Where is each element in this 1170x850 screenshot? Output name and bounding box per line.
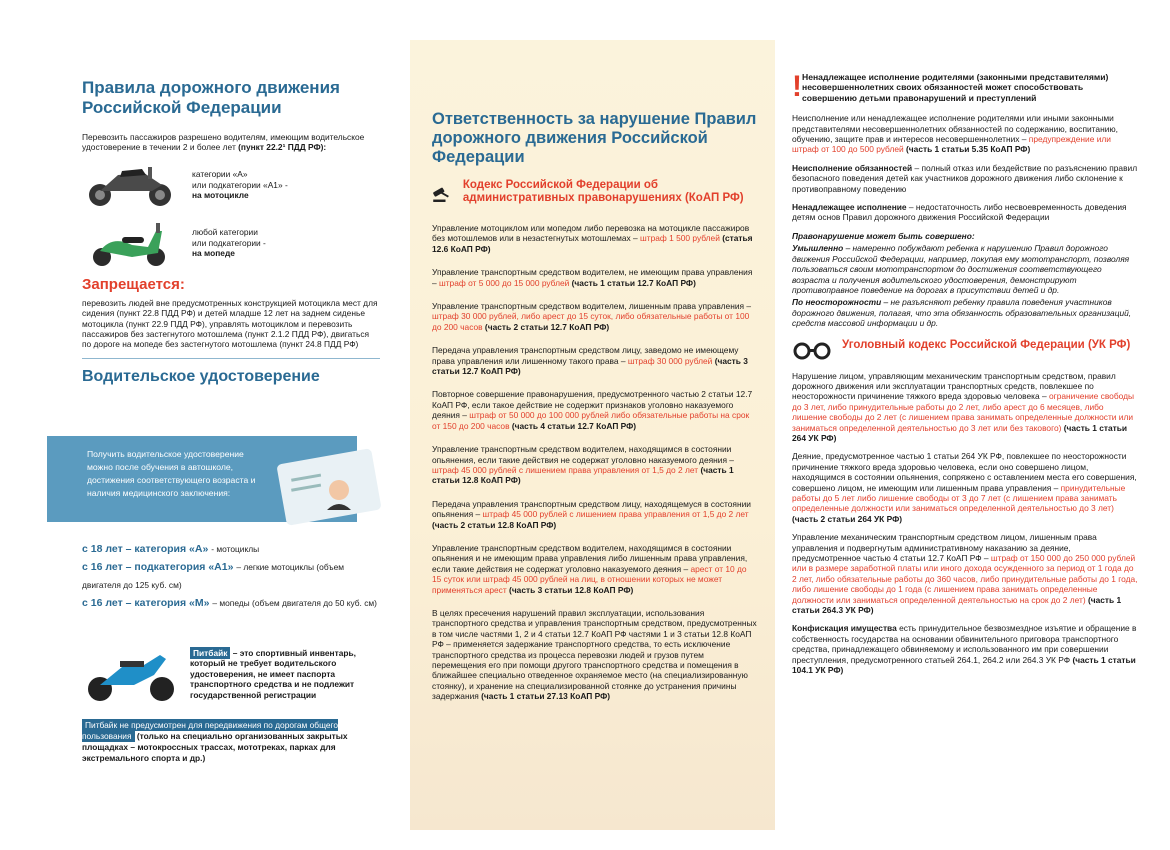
category-a: с 18 лет – категория «А» - мотоциклы <box>82 543 260 555</box>
divider <box>82 358 380 359</box>
koap-block: Передача управления транспортным средством лицу, заведомо не имеющему права управления или лишенному такого права – штраф 30 000 рублей (часть 3 статьи 12.7 КоАП РФ) <box>432 345 748 377</box>
parents-p4-title: Правонарушение может быть совершено: <box>792 230 975 241</box>
column-responsibility <box>410 40 775 830</box>
warning-icon: ! <box>792 70 802 103</box>
motorcycle-text: категории «А» или подкатегории «А1» - на мотоцикле <box>192 169 288 201</box>
pitbike-text: Питбайк – это спортивный инвентарь, который не требует водительского удостоверения, не имеет паспорта транспортного средства и не подлежит государственной регистрации <box>190 648 356 700</box>
koap-block: Управление транспортным средством водителем, не имеющим права управления – штраф от 5 000 до 15 000 рублей (часть 1 статьи 12.7 КоАП РФ) <box>432 267 753 288</box>
parents-p3: Ненадлежащее исполнение – недостаточность либо несвоевременность доведения детям основ Правил дорожного движения Российской Федерации <box>792 202 1127 223</box>
moped-row <box>82 217 380 269</box>
koap-block: Управление мотоциклом или мопедом либо перевозка на мотоцикле пассажиров без мотошлемов или в незастегнутых мотошлемах – штраф 1 500 рублей (статья 12.6 КоАП РФ) <box>432 223 753 254</box>
parents-p4b: По неосторожности – не разъясняют ребенку правила поведения участников дорожного движения, полагая, что эта обязанность образовательных организаций, средств массовой информации и др. <box>792 297 1132 329</box>
motorcycle-icon <box>82 161 178 209</box>
koap-blocks <box>432 223 757 702</box>
rules-title: Правила дорожного движения Российской Федерации <box>82 78 340 117</box>
koap-block: В целях пресечения нарушений правил эксплуатации, использования транспортного средства и управления транспортным средством, предусмотренных в том числе частями 1, 2 и 4 статьи 12.7 КоАП РФ частями 1 и 3 статьи 12.8 КоАП РФ – применяется задержание транспортного средства, то есть исключение транспортного средства из процесса перевозки людей и грузов путем перемещения его при помощи другого транспортного средства и помещения в ближайшее специально отведенное охраняемое место (на специализированную стоянку), и хранение на специализированной стоянке до устранения причины задержания (часть 1 статьи 27.13 КоАП РФ) <box>432 607 757 702</box>
license-title: Водительское удостоверение <box>82 367 320 385</box>
moped-text: любой категории или подкатегории - на мопеде <box>192 227 266 259</box>
koap-block: Управление транспортным средством водителем, находящимся в состоянии опьянения и не имеющим права управления либо лишенным права управления, если такие действия не содержат уголовно наказуемого деяния – арест от 10 до 15 суток или штраф 45 000 рублей на лиц, в отношении которых не может применяться арест (часть 3 статьи 12.8 КоАП РФ) <box>432 542 748 595</box>
parents-p4a: Умышленно – намеренно побуждают ребенка к нарушению Правил дорожного движения Российской Федерации, например, покупая ему мототранспорт, позволяя пользоваться своим мототранспортом до достижения соответствующего возраста и получения водительского удостоверения, демонстрируют противоправное поведение на дорогах в присутствии детей и др. <box>792 243 1130 295</box>
motorcycle-row <box>82 161 380 209</box>
uk-p4: Конфискация имущества есть принудительное безвозмездное изъятие и обращение в собственность государства на основании обвинительного приговора транспортного средства, принадлежащего обвиняемому и использованного им при совершении преступления, предусмотренного статьей 264.1, 264.2 или 264.3 УК РФ (часть 1 статьи 104.1 УК РФ) <box>792 623 1137 676</box>
uk-p1: Нарушение лицом, управляющим механическим транспортным средством, правил дорожного движения или эксплуатации транспортных средств, повлекшее по неосторожности причинение тяжкого вреда здоровью человека – ограничение свободы до 3 лет, либо принудительные работы до 2 лет, либо арест до 6 месяцев, либо лишение свободы до 2 лет (с лишением права занимать определенные должности или заниматься определенной деятельностью до 3 лет или без такового) (часть 1 статьи 264 УК РФ) <box>792 370 1135 443</box>
forbidden-text: перевозить людей вне предусмотренных конструкцией мотоцикла мест для сидения (пункт 22.8 ПДД РФ) и детей младше 12 лет на заднем сиденье мотоцикла (пункт 22.9 ПДД РФ), управлять мотоциклом и перевозить пассажиров без застегнутого мотошлема (пункт 2.1.2 ПДД РФ), двигаться по дороге на мопеде без застегнутого мотошлема (пункт 24.8 ПДД РФ) <box>82 297 378 350</box>
column-parents <box>778 0 1158 850</box>
parents-p1: Неисполнение или ненадлежащее исполнение родителями или иными законными представителями несовершеннолетних обязанностей по содержанию, воспитанию, обучению, защите прав и интересов несовершеннолетних – предупреждение или штраф от 100 до 500 рублей (часть 1 статьи 5.35 КоАП РФ) <box>792 113 1118 155</box>
license-info-box <box>47 436 357 522</box>
parents-p2: Неисполнение обязанностей – полный отказ или бездействие по разъяснению правил безопасного поведения детей как участников дорожного движения либо склонение к противоправному поведению <box>792 162 1138 194</box>
passenger-intro: Перевозить пассажиров разрешено водителям, имеющим водительское удостоверение в течении 2 и более лет (пункт 22.2¹ ПДД РФ): <box>82 132 365 153</box>
koap-block: Управление транспортным средством водителем, лишенным права управления – штраф 30 000 рублей, либо арест до 15 суток, либо обязательные работы от 100 до 200 часов (часть 2 статьи 12.7 КоАП РФ) <box>432 301 752 332</box>
license-info-text: Получить водительское удостоверение можно после обучения в автошколе, достижения соответствующего возраста и наличия медицинского заключения: <box>87 449 256 498</box>
gavel-icon <box>432 179 453 209</box>
koap-block: Повторное совершение правонарушения, предусмотренного частью 2 статьи 12.7 КоАП РФ, если такое действие не содержит признаков уголовно наказуемого деяния – штраф от 50 000 до 100 000 рублей либо обязательные работы на срок от 150 до 200 часов (часть 4 статьи 12.7 КоАП РФ) <box>432 389 753 431</box>
handcuffs-icon <box>792 339 832 361</box>
categories-list <box>82 540 382 612</box>
uk-p3: Управление механическим транспортным средством лицом, лишенным права управления и подвергнутым административному наказанию за деяние, предусмотренное частью 4 статьи 12.7 КоАП РФ – штраф от 150 000 до 250 000 рублей или в размере заработной платы или иного дохода осужденного за период от 1 года до 2 лет, либо обязательные работы до 360 часов, либо принудительные работы до 1 года, либо лишение свободы до 1 года (с лишением права занимать определенные должности или заниматься определенной деятельностью на срок до 2 лет) (часть 1 статьи 264.3 УК РФ) <box>792 532 1138 616</box>
id-card-icon <box>277 446 383 526</box>
category-a1: с 16 лет – подкатегория «А1» – легкие мотоциклы (объем двигателя до 125 куб. см) <box>82 561 344 590</box>
uk-heading: Уголовный кодекс Российской Федерации (УК РФ) <box>792 339 1138 361</box>
pitbike-note: Питбайк не предусмотрен для передвижения по дорогам общего пользования (только на специально организованных закрытых площадках – мотокроссных трассах, мототреках, парках для экстремального спорта и др.) <box>82 720 348 763</box>
koap-heading: Кодекс Российской Федерации об административных правонарушениях (КоАП РФ) <box>432 179 757 209</box>
responsibility-title: Ответственность за нарушение Правил дорожного движения Российской Федерации <box>432 110 757 166</box>
pitbike-icon <box>82 645 182 705</box>
koap-block: Передача управления транспортным средством лицу, находящемуся в состоянии опьянения – штраф 45 000 рублей с лишением права управления от 1,5 до 2 лет (часть 2 статьи 12.8 КоАП РФ) <box>432 498 751 530</box>
category-m: с 16 лет – категория «М» – мопеды (объем двигателя до 50 куб. см) <box>82 597 377 609</box>
koap-block: Управление транспортным средством водителем, находящимся в состоянии опьянения, если такие действия не содержат уголовно наказуемого деяния – штраф 45 000 рублей с лишением права управления от 1,5 до 2 лет (часть 1 статьи 12.8 КоАП РФ) <box>432 444 734 486</box>
moped-icon <box>82 217 178 269</box>
uk-p2: Деяние, предусмотренное частью 1 статьи 264 УК РФ, повлекшее по неосторожности причинение тяжкого вреда здоровью человека, если оно совершено лицом, находящимся в состоянии опьянения, сопряжено с оставлением места его совершения, совершено лицом, не имеющим или лишенным права управления – принудительные работы до 5 лет либо лишение свободы от 3 до 7 лет (с лишением права занимать определенные должности или заниматься определенной деятельностью до 3 лет) (часть 2 статьи 264 УК РФ) <box>792 451 1137 524</box>
warning-block: ! Ненадлежащее исполнение родителями (законными представителями) несовершеннолетних своих обязанностей может способствовать совершению детьми правонарушений и преступлений <box>792 70 1109 103</box>
forbidden-title: Запрещается: <box>82 275 185 293</box>
